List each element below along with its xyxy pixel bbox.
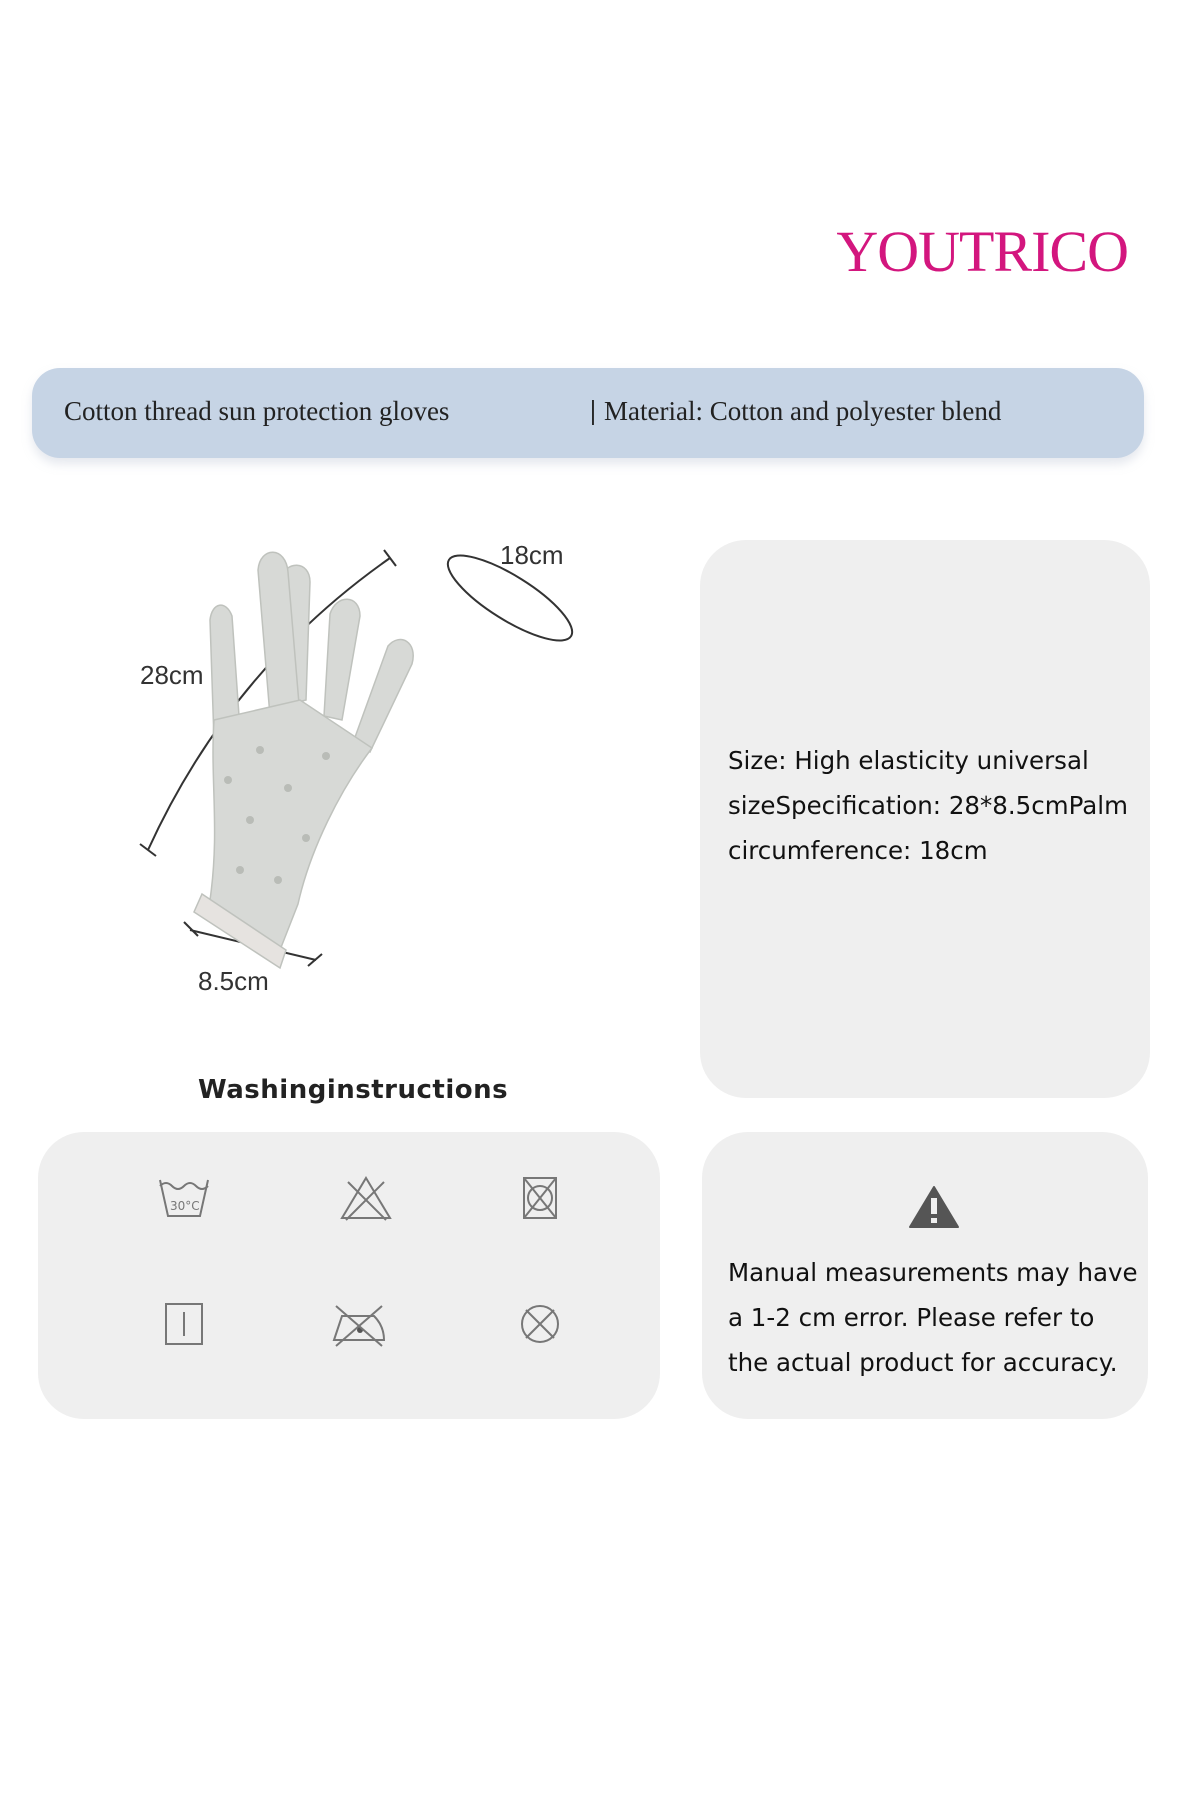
- line-dry-icon: [156, 1300, 212, 1348]
- palm-label: 18cm: [500, 540, 564, 570]
- product-title: Cotton thread sun protection gloves: [64, 396, 450, 426]
- washing-card: [38, 1132, 660, 1419]
- low-iron-icon: [330, 1300, 386, 1348]
- wash-30c-icon: [156, 1174, 212, 1222]
- washing-title: Washinginstructions: [198, 1075, 509, 1105]
- note-text: Manual measurements may have a 1-2 cm error. Please refer to the actual product for accuracy.: [728, 1258, 1138, 1377]
- glove-illustration: [110, 520, 630, 1000]
- warning-icon: [908, 1184, 960, 1230]
- cuff-label: 8.5cm: [198, 966, 269, 996]
- note-card: [702, 1132, 1148, 1419]
- spec-card: [700, 540, 1150, 1098]
- no-tumble-dry-icon: [512, 1174, 568, 1222]
- banner-separator: |: [590, 395, 596, 425]
- wash-temp-label: 30°C: [170, 1199, 200, 1213]
- spec-text: Size: High elasticity universal sizeSpecification: 28*8.5cmPalm circumference: 18cm: [728, 746, 1128, 865]
- length-label: 28cm: [140, 660, 204, 690]
- no-dry-clean-icon: [512, 1300, 568, 1348]
- material-info: Material: Cotton and polyester blend: [604, 396, 1002, 426]
- no-bleach-icon: [338, 1174, 394, 1222]
- product-banner: [32, 368, 1144, 458]
- brand-logo: YOUTRICO: [836, 219, 1128, 284]
- glove-shape: [194, 552, 413, 968]
- glove-diagram: [110, 520, 630, 1000]
